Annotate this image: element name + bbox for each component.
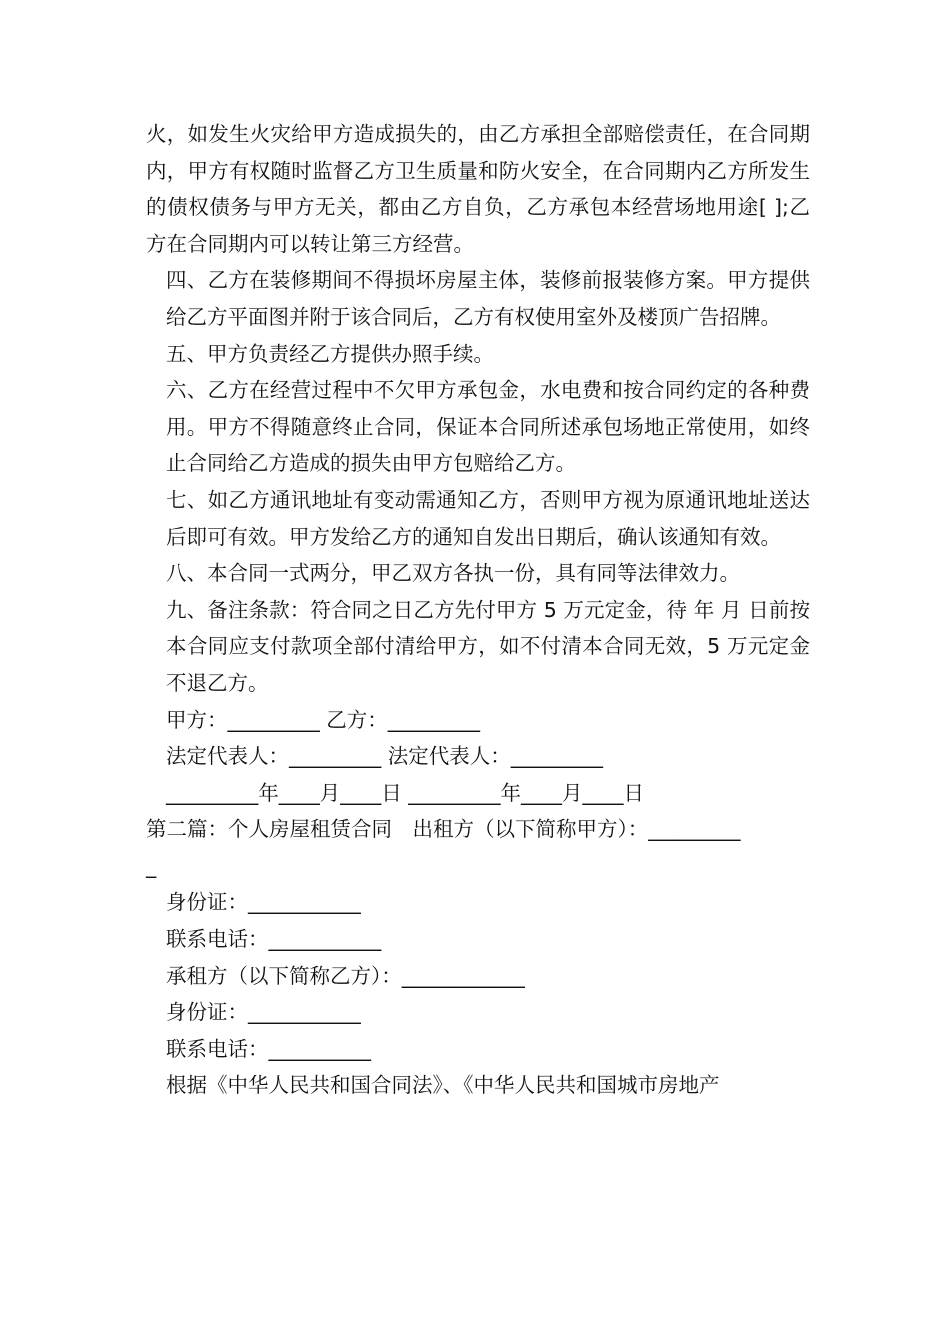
paragraph-clause-5: 五、甲方负责经乙方提供办照手续。 (166, 341, 494, 366)
part2-heading: 第二篇：个人房屋租赁合同 出租方（以下简称甲方）：_________ (146, 817, 741, 842)
lessee-id-line: 身份证：___________ (166, 1000, 361, 1025)
lessor-phone-line: 联系电话：___________ (166, 927, 382, 952)
paragraph-clause-8: 八、本合同一式两分，甲乙双方各执一份，具有同等法律效力。 (166, 561, 740, 586)
signature-dates: _________年____月____日 _________年____月____日 (166, 780, 645, 805)
document-body (146, 116, 810, 1104)
lessee-line: 承租方（以下简称乙方）：____________ (166, 963, 525, 988)
paragraph-clause-7: 七、如乙方通讯地址有变动需通知乙方，否则甲方视为原通讯地址送达后即可有效。甲方发给乙方的通知自发出日期后，确认该通知有效。 (166, 487, 810, 549)
paragraph-clause-9: 九、备注条款：符合同之日乙方先付甲方 5 万元定金，待 年 月 日前按本合同应支付款项全部付清给甲方，如不付清本合同无效，5 万元定金不退乙方。 (166, 597, 810, 695)
signature-representatives: 法定代表人：_________ 法定代表人：_________ (166, 744, 604, 769)
lessee-phone-line: 联系电话：__________ (166, 1036, 371, 1061)
paragraph-clause-6: 六、乙方在经营过程中不欠甲方承包金，水电费和按合同约定的各种费用。甲方不得随意终止合同，保证本合同所述承包场地正常使用，如终止合同给乙方造成的损失由甲方包赔给乙方。 (166, 378, 810, 476)
part2-heading-tail: _ (146, 853, 157, 878)
lessor-id-line: 身份证：___________ (166, 890, 361, 915)
signature-parties: 甲方：_________ 乙方：_________ (166, 707, 481, 732)
paragraph-clause-4: 四、乙方在装修期间不得损坏房屋主体，装修前报装修方案。甲方提供给乙方平面图并附于该合同后，乙方有权使用室外及楼顶广告招牌。 (166, 268, 810, 329)
legal-basis-paragraph: 根据《中华人民共和国合同法》、《中华人民共和国城市房地产 (166, 1073, 720, 1098)
paragraph-fire-clause: 火，如发生火灾给甲方造成损失的，由乙方承担全部赔偿责任，在合同期内，甲方有权随时监督乙方卫生质量和防火安全，在合同期内乙方所发生的债权债务与甲方无关，都由乙方自负，乙方承包本经营场地用途[ ];乙方在合同期内可以转让第三方经营。 (146, 122, 810, 256)
